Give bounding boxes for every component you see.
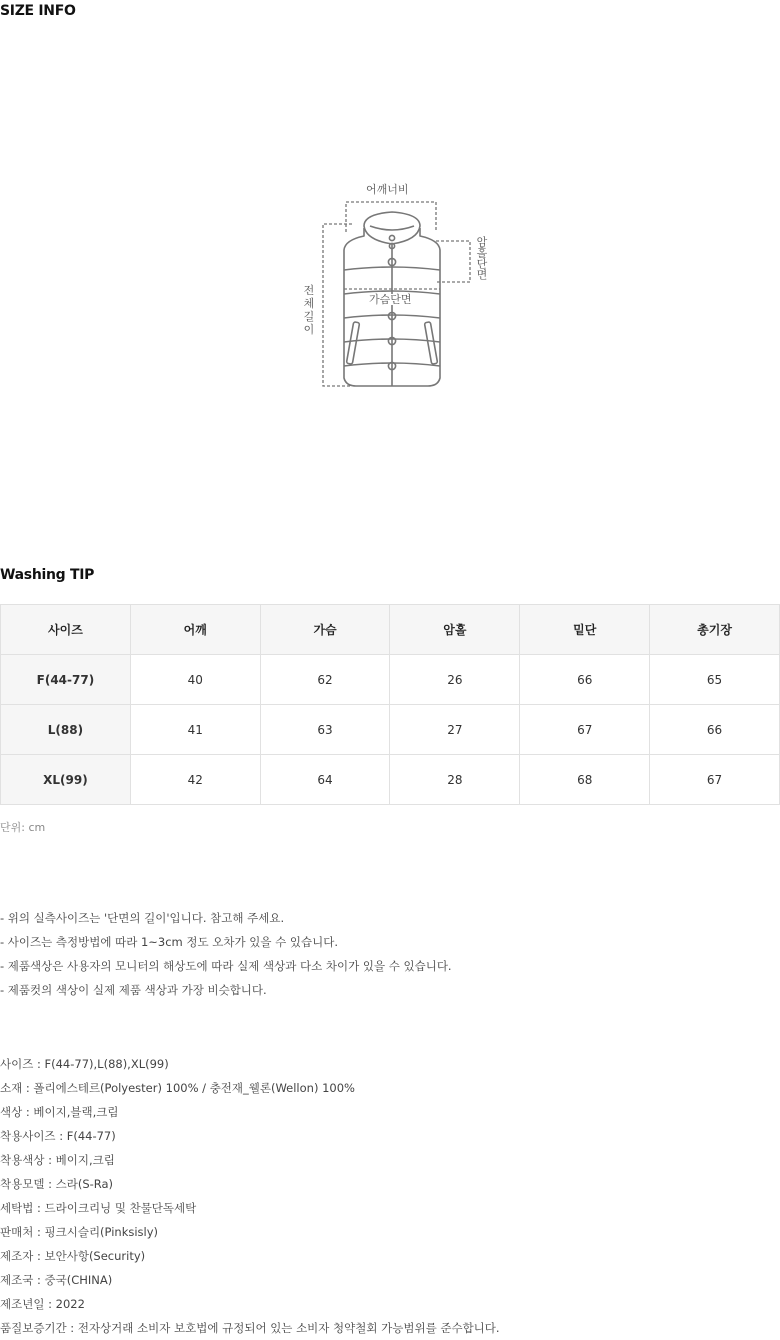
note-line: - 제품컷의 색상이 실제 제품 색상과 가장 비슷합니다.	[0, 983, 267, 997]
info-line: 제조자 : 보안사항(Security)	[0, 1249, 146, 1263]
header-size: 사이즈	[1, 605, 131, 655]
info-line: 세탁법 : 드라이크리닝 및 찬물단독세탁	[0, 1201, 197, 1215]
table-cell-size: L(88)	[1, 705, 131, 755]
total-length-label: 전체길이	[303, 284, 315, 336]
size-info-title: SIZE INFO	[0, 3, 76, 19]
table-row	[1, 705, 780, 755]
info-line: 색상 : 베이지,블랙,크림	[0, 1105, 119, 1119]
table-row	[1, 655, 780, 705]
note-line: - 사이즈는 측정방법에 따라 1~3cm 정도 오차가 있을 수 있습니다.	[0, 935, 339, 949]
shoulder-width-label: 어깨너비	[366, 183, 409, 196]
table-cell: 28	[390, 755, 520, 805]
armhole-label: 암홀단면	[475, 236, 488, 280]
product-info	[0, 1052, 500, 1340]
table-cell: 66	[650, 705, 780, 755]
table-cell: 62	[260, 655, 390, 705]
info-line: 착용모델 : 스라(S-Ra)	[0, 1177, 114, 1191]
table-cell: 27	[390, 705, 520, 755]
table-header-row	[1, 605, 780, 655]
info-line: 소재 : 폴리에스테르(Polyester) 100% / 충전재_웰론(Wellon) 100%	[0, 1081, 355, 1095]
measurement-notes	[0, 906, 452, 1002]
note-line: - 위의 실측사이즈는 '단면의 길이'입니다. 참고해 주세요.	[0, 911, 285, 925]
table-cell: 67	[520, 705, 650, 755]
table-cell-size: F(44-77)	[1, 655, 131, 705]
table-cell: 66	[520, 655, 650, 705]
vest-illustration	[300, 178, 500, 398]
table-cell: 68	[520, 755, 650, 805]
info-line: 제조국 : 중국(CHINA)	[0, 1273, 113, 1287]
table-cell: 40	[130, 655, 260, 705]
info-line: 착용색상 : 베이지,크림	[0, 1153, 115, 1167]
chest-width-label: 가슴단면	[369, 293, 412, 306]
header-armhole: 암홀	[390, 605, 520, 655]
info-line: 제조년일 : 2022	[0, 1297, 85, 1311]
header-hem: 밑단	[520, 605, 650, 655]
info-line: 사이즈 : F(44-77),L(88),XL(99)	[0, 1057, 169, 1071]
note-line: - 제품색상은 사용자의 모니터의 해상도에 따라 실제 색상과 다소 차이가 있을 수 있습니다.	[0, 959, 452, 973]
table-cell-size: XL(99)	[1, 755, 131, 805]
header-total-length: 총기장	[650, 605, 780, 655]
header-chest: 가슴	[260, 605, 390, 655]
info-line: 품질보증기간 : 전자상거래 소비자 보호법에 규정되어 있는 소비자 청약철회 가능범위를 준수합니다.	[0, 1321, 500, 1335]
table-row	[1, 755, 780, 805]
table-cell: 65	[650, 655, 780, 705]
unit-note: 단위: cm	[0, 821, 46, 834]
vest-measurement-diagram	[300, 178, 500, 398]
table-cell: 26	[390, 655, 520, 705]
header-shoulder: 어깨	[130, 605, 260, 655]
table-cell: 67	[650, 755, 780, 805]
info-line: 판매처 : 핑크시슬리(Pinksisly)	[0, 1225, 159, 1239]
info-line: 착용사이즈 : F(44-77)	[0, 1129, 116, 1143]
table-cell: 63	[260, 705, 390, 755]
table-cell: 41	[130, 705, 260, 755]
table-cell: 64	[260, 755, 390, 805]
size-table	[0, 604, 780, 805]
washing-tip-title: Washing TIP	[0, 567, 95, 583]
table-cell: 42	[130, 755, 260, 805]
